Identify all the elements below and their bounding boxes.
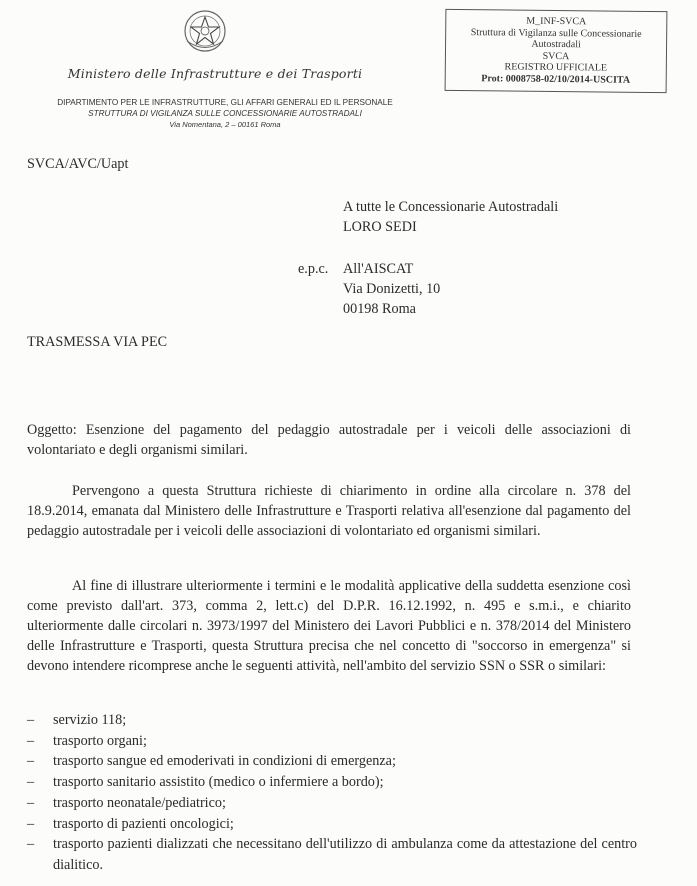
cc-line-1: All'AISCAT [343,261,414,277]
stamp-line-5: REGISTRO UFFICIALE [504,61,608,74]
protocol-stamp [445,9,668,93]
structure-name: STRUTTURA DI VIGILANZA SULLE CONCESSIONARIE AUTOSTRADALI [88,109,362,118]
department-name: DIPARTIMENTO PER LE INFRASTRUTTURE, GLI AFFARI GENERALI ED IL PERSONALE [57,98,393,107]
cc-line-3: 00198 Roma [343,301,416,317]
epc-label: e.p.c. [298,261,329,277]
list-dash: – [27,753,35,770]
body-paragraph-2 [27,576,631,676]
letterhead-block [20,97,430,130]
body-paragraph-1-text: Pervengono a questa Struttura richieste di chiarimento in ordine alla circolare n. 378 del 18.9.2014, emanata dal Ministero delle Infrastrutture e Trasporti relativa all'esenzione dal pagamento del pedaggio autostradale per i veicoli delle associazioni di volontariato ed organismi similari. [27,483,631,539]
transmission-note: TRASMESSA VIA PEC [27,334,168,350]
list-dash: – [27,732,35,749]
subject-paragraph: Oggetto: Esenzione del pagamento del pedaggio autostradale per i veicoli delle associazioni di volontariato e degli organismi similari. [27,422,631,458]
cc-line-2: Via Donizetti, 10 [343,281,441,297]
list-item: – trasporto organi; [27,731,637,752]
list-dash: – [27,794,35,811]
stamp-line-2: Struttura di Vigilanza sulle Concessionarie [470,26,642,40]
stamp-code: M_INF-SVCA [526,15,587,28]
list-item: – trasporto pazienti dializzati che necessitano dell'utilizzo di ambulanza come da attestazione del centro dialitico. [27,836,637,873]
list-item: – trasporto neonatale/pediatrico; [27,793,637,814]
list-dash: – [27,836,35,853]
ministry-name: Ministero delle Infrastrutture e dei Trasporti [67,66,363,81]
list-item: – servizio 118; [27,710,637,731]
recipient-line-2: LORO SEDI [343,219,417,235]
list-item: – trasporto di pazienti oncologici; [27,814,637,835]
list-dash: – [27,815,35,832]
stamp-line-3: Autostradali [531,38,581,51]
list-item: – trasporto sanitario assistito (medico o infermiere a bordo); [27,772,637,793]
list-item: – trasporto sangue ed emoderivati in condizioni di emergenza; [27,751,637,772]
letterhead-address: Via Nomentana, 2 – 00161 Roma [169,120,281,129]
reference-code: SVCA/AVC/Uapt [27,156,129,172]
stamp-line-4: SVCA [542,50,570,62]
list-dash: – [27,712,35,728]
list-dash: – [27,774,35,791]
recipient-line-1: A tutte le Concessionarie Autostradali [343,199,559,215]
body-paragraph-2-text: Al fine di illustrare ulteriormente i termini e le modalità applicative della suddetta esenzione così come previsto dall'art. 373, comma 2, lett.c) del D.P.R. 16.12.1992, n. 495 e s.m.i., e chiarito ulteriormente dalle circolari n. 3973/1997 del Ministero dei Lavori Pubblici e n. 378/2014 del Ministero delle Infrastrutture e Trasporti, questa Struttura precisa che nel concetto di "soccorso in emergenza" si devono intendere ricomprese anche le seguenti attività, nell'ambito del servizio SSN o SSR o similari: [27,578,631,674]
activity-list [27,710,637,876]
stamp-protocol: Prot: 0008758-02/10/2014-USCITA [481,72,631,86]
italian-republic-emblem-icon [182,8,228,54]
body-paragraph-1 [27,481,631,541]
